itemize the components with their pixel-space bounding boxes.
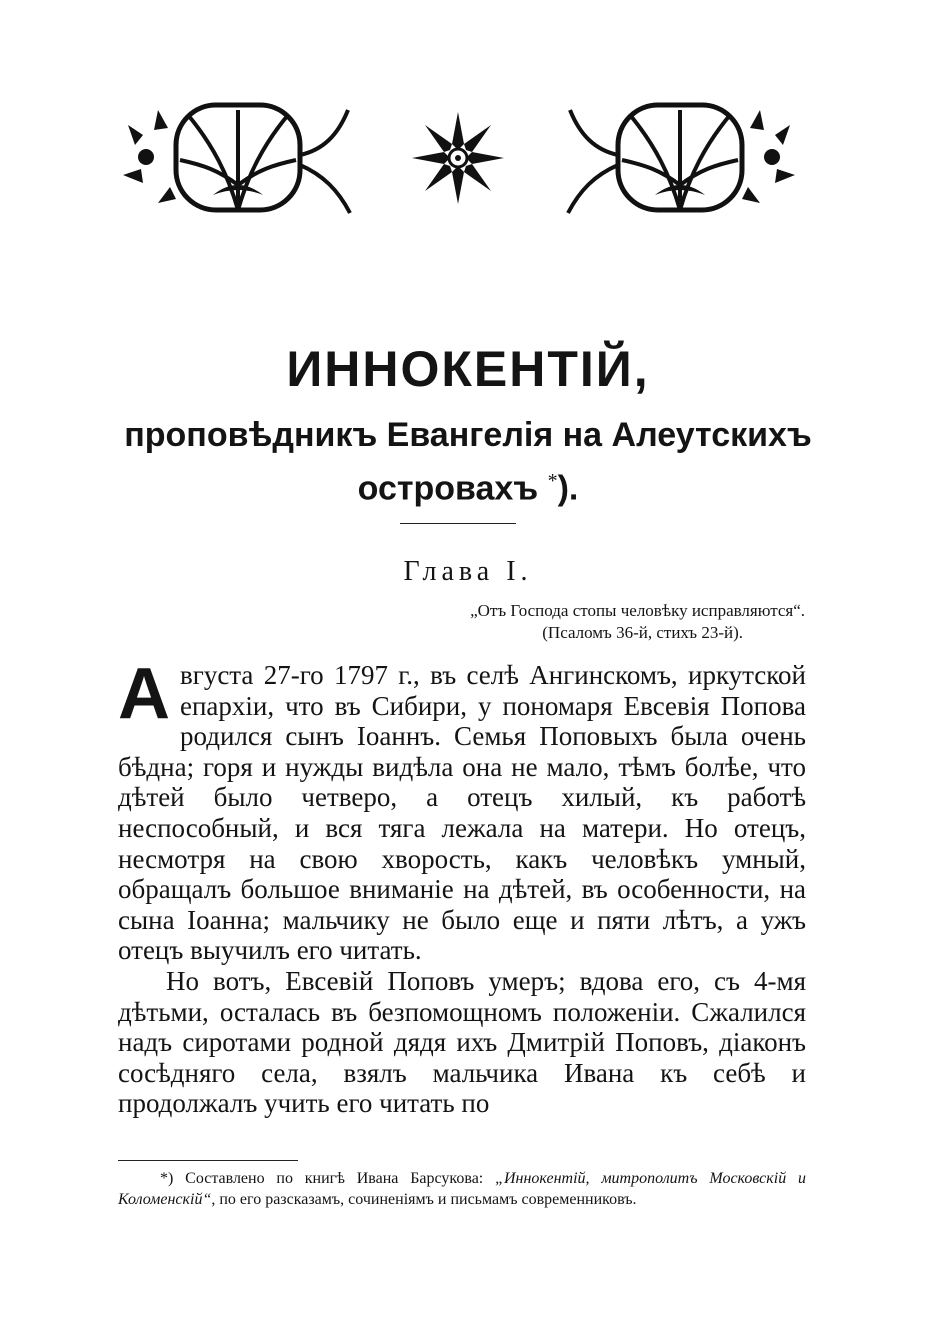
- subtitle-line-2-text: островахъ: [357, 469, 539, 508]
- subtitle-line-1: проповѣдникъ Евангелія на Алеутскихъ: [124, 416, 812, 454]
- footnote: [118, 1168, 806, 1210]
- paragraph: Но вотъ, Евсевій Поповъ умеръ; вдова его, съ 4-мя дѣтьми, осталась въ безпомощномъ положеніи. Сжалился надъ сиротами родной дядя ихъ Дмитрій Поповъ, діаконъ сосѣдняго села, взялъ мальчика Ивана къ себѣ и продолжалъ учить его читать по: [118, 965, 806, 1119]
- paragraph-1-text: вгуста 27-го 1797 г., въ селѣ Ангинскомъ, иркутской епархіи, что въ Сибири, у пономаря Евсевія Попова родился сынъ Іоаннъ. Семья Поповыхъ была очень бѣдна; горя и нужды видѣла она не мало, тѣмъ болѣе, что дѣтей было четверо, а отецъ хилый, къ работѣ неспособный, и вся тяга лежала на матери. Но отецъ, несмотря на свою хворость, какъ человѣкъ умный, обращалъ большое вниманіе на дѣтей, въ особенности, на сына Іоанна; мальчику не было еще и пяти лѣтъ, а ужъ отецъ выучилъ его читать.: [118, 660, 806, 966]
- footnote-marker: *: [547, 470, 558, 492]
- title-divider: [400, 523, 516, 524]
- epigraph: [300, 600, 805, 644]
- epigraph-quote: „Отъ Господа стопы человѣку исправляются“.: [470, 601, 805, 620]
- footnote-rest: , по его разсказамъ, сочиненіямъ и письмамъ современниковъ.: [211, 1191, 637, 1208]
- floral-ornament-left: [118, 95, 358, 220]
- page-title: ИННОКЕНТІЙ,: [286, 341, 650, 397]
- floral-ornament-right: [560, 95, 800, 220]
- body-text: [118, 654, 806, 1119]
- rosette-ornament: [410, 110, 506, 206]
- footnote-divider: [118, 1160, 298, 1161]
- chapter-heading: Глава I.: [403, 556, 533, 587]
- subtitle-line-2: [100, 458, 836, 511]
- paragraph: [118, 654, 806, 966]
- footnote-lead: *) Составлено по книгѣ Ивана Барсукова:: [160, 1170, 496, 1187]
- footnote-book-title: „Иннокентій, митрополитъ Московскій и Коломенскій“: [118, 1170, 806, 1208]
- drop-cap: А: [118, 654, 170, 734]
- epigraph-source: (Псаломъ 36-й, стихъ 23-й).: [542, 623, 743, 642]
- page-subtitle: [100, 412, 836, 511]
- subtitle-end: ).: [557, 469, 579, 508]
